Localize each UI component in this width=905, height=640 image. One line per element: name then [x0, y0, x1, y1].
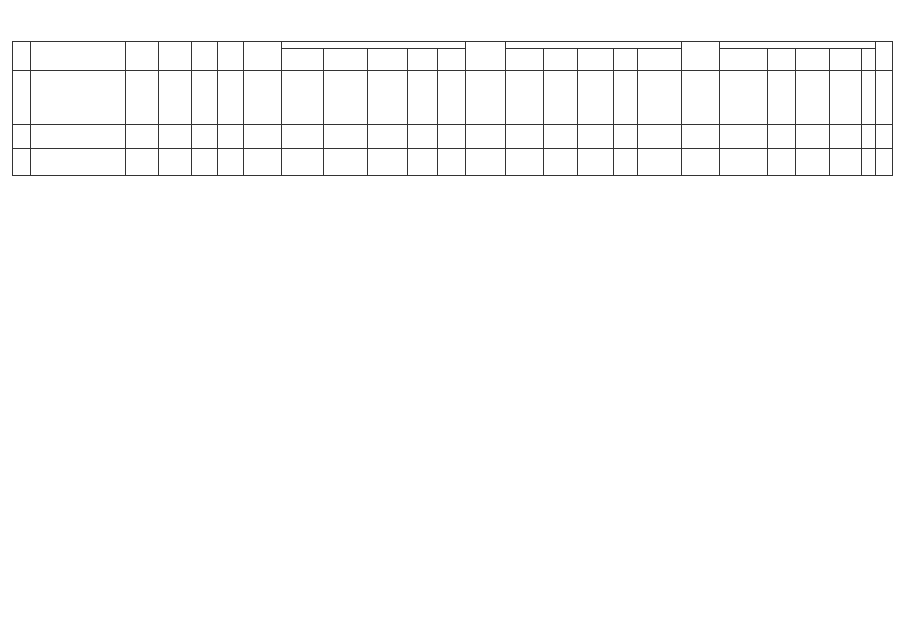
header-oblast-2023 — [720, 49, 768, 71]
main-event-total-2021 — [244, 125, 282, 149]
header-territory-2023 — [830, 49, 862, 71]
main-event-total-2022 — [466, 125, 506, 149]
header-federal-2022 — [578, 49, 614, 71]
header-capacity — [159, 42, 192, 71]
capital-repair-oblast-2023 — [720, 149, 768, 176]
subprogram-oblast-2022 — [506, 71, 544, 125]
subprogram-name — [31, 71, 126, 125]
budget-table-sheet — [12, 41, 892, 176]
main-event-oblast-2023 — [720, 125, 768, 149]
header-ownership — [126, 42, 159, 71]
header-number — [13, 42, 31, 71]
header-territory-2022 — [614, 49, 638, 71]
table-body-summary — [13, 71, 893, 176]
subprogram-total-2022 — [466, 71, 506, 125]
header-remaining — [218, 42, 244, 71]
capital-repair-total-2023 — [682, 149, 720, 176]
capital-repair-row — [13, 149, 893, 176]
capital-repair-federal-2021 — [368, 149, 408, 176]
capital-repair-total-2022 — [466, 149, 506, 176]
header-total-2023 — [682, 42, 720, 71]
subprogram-extra-2022 — [638, 71, 682, 125]
header-federal-2021 — [368, 49, 408, 71]
header-territory-2021 — [408, 49, 438, 71]
budget-table — [12, 41, 893, 176]
main-event-name — [31, 125, 126, 149]
header-local-2023 — [768, 49, 796, 71]
header-sources-2023 — [720, 42, 876, 49]
header-sources-2021 — [282, 42, 466, 49]
header-total-2022 — [466, 42, 506, 71]
header-cost — [192, 42, 218, 71]
capital-repair-name — [31, 149, 126, 176]
header-name — [31, 42, 126, 71]
main-event-row — [13, 125, 893, 149]
subprogram-oblast-2023 — [720, 71, 768, 125]
main-event-federal-2022 — [578, 125, 614, 149]
header-extra-2021 — [438, 49, 466, 71]
subprogram-federal-2021 — [368, 71, 408, 125]
main-event-extra-2022 — [638, 125, 682, 149]
main-event-federal-2023 — [796, 125, 830, 149]
subprogram-total-2023 — [682, 71, 720, 125]
subprogram-oblast-2021 — [282, 71, 324, 125]
header-oblast-2022 — [506, 49, 544, 71]
header-commissioning — [876, 42, 893, 71]
capital-repair-extra-2022 — [638, 149, 682, 176]
capital-repair-total-2021 — [244, 149, 282, 176]
header-extra-2022 — [638, 49, 682, 71]
header-extra-2023 — [862, 49, 876, 71]
subprogram-total-2021 — [244, 71, 282, 125]
subprogram-federal-2023 — [796, 71, 830, 125]
header-total-2021 — [244, 42, 282, 71]
main-event-oblast-2021 — [282, 125, 324, 149]
main-event-federal-2021 — [368, 125, 408, 149]
header-sources-2022 — [506, 42, 682, 49]
header-oblast-2021 — [282, 49, 324, 71]
subprogram-row — [13, 71, 893, 125]
header-federal-2023 — [796, 49, 830, 71]
main-event-oblast-2022 — [506, 125, 544, 149]
capital-repair-oblast-2021 — [282, 149, 324, 176]
header-local-2021 — [324, 49, 368, 71]
header-local-2022 — [544, 49, 578, 71]
capital-repair-oblast-2022 — [506, 149, 544, 176]
main-event-total-2023 — [682, 125, 720, 149]
subprogram-federal-2022 — [578, 71, 614, 125]
